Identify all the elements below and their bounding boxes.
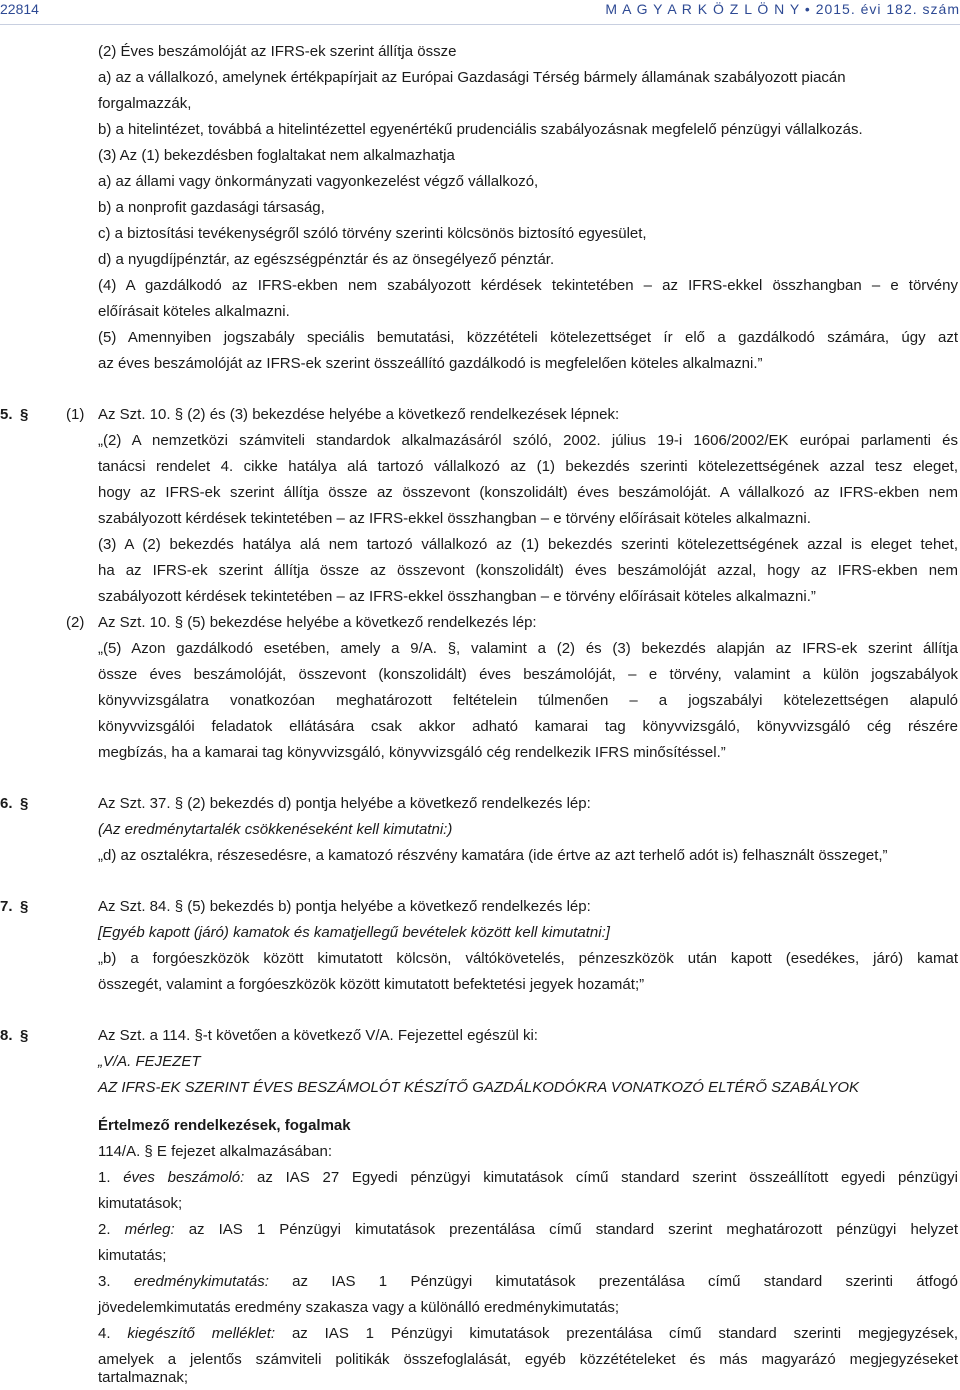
text-line: Az Szt. 10. § (2) és (3) bekezdése helyébe a következő rendelkezések lépnek: bbox=[98, 406, 620, 423]
text-line: ha az IFRS-ek szerint állítja össze az összevont (konszolidált) éves beszámolóját azzal, hogy az IFRS-ekben nem bbox=[98, 562, 958, 579]
definition-text: az IAS 1 Pénzügyi kimutatások prezentálása című standard szerinti megjegyzések, bbox=[275, 1325, 958, 1342]
text-line: megbízás, ha a kamarai tag könyvvizsgáló, könyvvizsgáló cég rendelkezik IFRS minősítéssel.” bbox=[98, 744, 726, 761]
text-line: tanácsi rendelet 4. cikke hatálya alá tartozó vállalkozó az (1) bekezdés szerinti kötelezettségének azzal tesz eleget, bbox=[98, 458, 958, 475]
text-line: b) a nonprofit gazdasági társaság, bbox=[98, 199, 325, 216]
definition-line bbox=[98, 1324, 958, 1344]
text-line: 114/A. § E fejezet alkalmazásában: bbox=[98, 1143, 333, 1160]
text-line: [Egyéb kapott (járó) kamatok és kamatjellegű bevételek között kell kimutatni:] bbox=[98, 924, 610, 941]
text-line: „(2) A nemzetközi számviteli standardok alkalmazásáról szóló, 2002. július 19-i 1606/2002/EK európai parlamenti és bbox=[98, 432, 958, 449]
text-line: c) a biztosítási tevékenységről szóló törvény szerinti kölcsönös biztosító egyesület, bbox=[98, 225, 647, 242]
subsection-label: (2) bbox=[66, 614, 85, 631]
definition-number: 2. bbox=[98, 1221, 125, 1238]
text-line: (3) Az (1) bekezdésben foglaltakat nem alkalmazhatja bbox=[98, 147, 455, 164]
page-header bbox=[0, 0, 960, 22]
subheading: Értelmező rendelkezések, fogalmak bbox=[98, 1117, 351, 1134]
text-line: amelyek a jelentős számviteli politikák összefoglalását, egyéb közzétételeket és más magyarázó megjegyzéseket bbox=[98, 1351, 958, 1368]
text-line: forgalmazzák, bbox=[98, 95, 192, 112]
text-line: könyvvizsgálatra vonatkozóan meghatározott feltételein túlmenően – a jogszabályi kötelezettségen alapuló bbox=[98, 692, 958, 709]
section-number: 6. bbox=[0, 795, 13, 812]
section-number: 8. bbox=[0, 1027, 13, 1044]
text-line: a) az állami vagy önkormányzati vagyonkezelést végző vállalkozó, bbox=[98, 173, 539, 190]
text-line: (Az eredménytartalék csökkenéseként kell kimutatni:) bbox=[98, 821, 453, 838]
text-line: könyvvizsgálói feladatok ellátására csak akkor adható kamarai tag könyvvizsgáló, könyvvizsgáló cég részére bbox=[98, 718, 958, 735]
text-line: össze éves beszámolóját, összevont (konszolidált) éves beszámolóját, – e törvény, valamint a külön jogszabályok bbox=[98, 666, 958, 683]
text-line: (5) Amennyiben jogszabály speciális bemutatási, közzétételi kötelezettséget ír elő a gazdálkodó számára, úgy azt bbox=[98, 329, 958, 346]
definition-number: 3. bbox=[98, 1273, 134, 1290]
text-line: „b) a forgóeszközök között kimutatott kölcsön, váltókövetelés, pénzeszközök után kapott (esedékes, járó) kamat bbox=[98, 950, 958, 967]
text-line: összegét, valamint a forgóeszközök között kimutatott befektetési jegyek hozamát;” bbox=[98, 976, 645, 993]
text-line: (2) Éves beszámolóját az IFRS-ek szerint állítja össze bbox=[98, 43, 457, 60]
text-line: (4) A gazdálkodó az IFRS-ekben nem szabályozott kérdések tekintetében – az IFRS-ekkel összhangban – e törvény bbox=[98, 277, 958, 294]
chapter-title: AZ IFRS-EK SZERINT ÉVES BESZÁMOLÓT KÉSZÍTŐ GAZDÁLKODÓKRA VONATKOZÓ ELTÉRŐ SZABÁLYOK bbox=[98, 1079, 859, 1096]
text-line: a) az a vállalkozó, amelynek értékpapírjait az Európai Gazdasági Térség bármely államának szabályozott piacán bbox=[98, 69, 846, 86]
text-line: „d) az osztalékra, részesedésre, a kamatozó részvény kamatára (ide értve az azt terhelő adót is) felhasznált összeget,” bbox=[98, 847, 888, 864]
text-line: hogy az IFRS-ek szerint állítja össze az összevont (konszolidált) éves beszámolóját. A vállalkozó az IFRS-ekben nem bbox=[98, 484, 958, 501]
definition-line bbox=[98, 1168, 958, 1188]
text-line: d) a nyugdíjpénztár, az egészségpénztár és az önsegélyező pénztár. bbox=[98, 251, 555, 268]
definition-line bbox=[98, 1220, 958, 1240]
subsection-label: (1) bbox=[66, 406, 85, 423]
definition-line bbox=[98, 1272, 958, 1292]
text-line: b) a hitelintézet, továbbá a hitelintézettel egyenértékű prudenciális szabályozásnak megfelelő pénzügyi vállalkozás. bbox=[98, 121, 863, 138]
section-symbol: § bbox=[20, 1027, 29, 1044]
definition-number: 1. bbox=[98, 1169, 124, 1186]
section-symbol: § bbox=[20, 898, 29, 915]
text-line: Az Szt. a 114. §-t követően a következő V/A. Fejezettel egészül ki: bbox=[98, 1027, 538, 1044]
definition-number: 4. bbox=[98, 1325, 128, 1342]
text-line: Az Szt. 37. § (2) bekezdés d) pontja helyébe a következő rendelkezés lép: bbox=[98, 795, 591, 812]
text-line: szabályozott kérdések tekintetében – az IFRS-ekkel összhangban – e törvény előírásait köteles alkalmazni.” bbox=[98, 588, 816, 605]
page-number: 22814 bbox=[0, 1, 39, 17]
text-line: az éves beszámolóját az IFRS-ek szerint összeállító gazdálkodó is megfelelően köteles alkalmazni.” bbox=[98, 355, 763, 372]
text-line: kimutatások; bbox=[98, 1195, 183, 1212]
text-line: jövedelemkimutatás eredmény szakasza vagy a különálló eredménykimutatás; bbox=[98, 1299, 620, 1316]
definition-term: eredménykimutatás: bbox=[133, 1273, 269, 1290]
section-symbol: § bbox=[20, 795, 29, 812]
text-line: szabályozott kérdések tekintetében – az IFRS-ekkel összhangban – e törvény előírásait köteles alkalmazni. bbox=[98, 510, 811, 527]
definition-term: éves beszámoló: bbox=[123, 1169, 245, 1186]
definition-term: kiegészítő melléklet: bbox=[127, 1325, 276, 1342]
definition-text: az IAS 1 Pénzügyi kimutatások prezentálása című standard szerint meghatározott pénzügyi helyzet bbox=[174, 1221, 958, 1238]
header-divider bbox=[0, 24, 960, 25]
text-line: „(5) Azon gazdálkodó esetében, amely a 9/A. §, valamint a (2) és (3) bekezdés alapján az IFRS-ek szerint állítja bbox=[98, 640, 958, 657]
chapter-number: „V/A. FEJEZET bbox=[98, 1053, 201, 1070]
section-number: 5. bbox=[0, 406, 13, 423]
text-line: (3) A (2) bekezdés hatálya alá nem tartozó vállalkozó az (1) bekezdés szerinti kötelezettségének azzal is eleget tehet, bbox=[98, 536, 958, 553]
text-line: előírásait köteles alkalmazni. bbox=[98, 303, 290, 320]
text-line: Az Szt. 84. § (5) bekezdés b) pontja helyébe a következő rendelkezés lép: bbox=[98, 898, 591, 915]
publication-title: M A G Y A R K Ö Z L Ö N Y • 2015. évi 182. szám bbox=[605, 1, 960, 17]
definition-text: az IAS 1 Pénzügyi kimutatások prezentálása című standard szerinti átfogó bbox=[268, 1273, 958, 1290]
definition-text: az IAS 27 Egyedi pénzügyi kimutatások című standard szerint összeállított egyedi pénzügyi bbox=[244, 1169, 958, 1186]
text-line: Az Szt. 10. § (5) bekezdése helyébe a következő rendelkezés lép: bbox=[98, 614, 537, 631]
section-symbol: § bbox=[20, 406, 29, 423]
section-number: 7. bbox=[0, 898, 13, 915]
definition-term: mérleg: bbox=[124, 1221, 175, 1238]
text-line: kimutatás; bbox=[98, 1247, 167, 1264]
text-line: tartalmaznak; bbox=[98, 1369, 189, 1386]
